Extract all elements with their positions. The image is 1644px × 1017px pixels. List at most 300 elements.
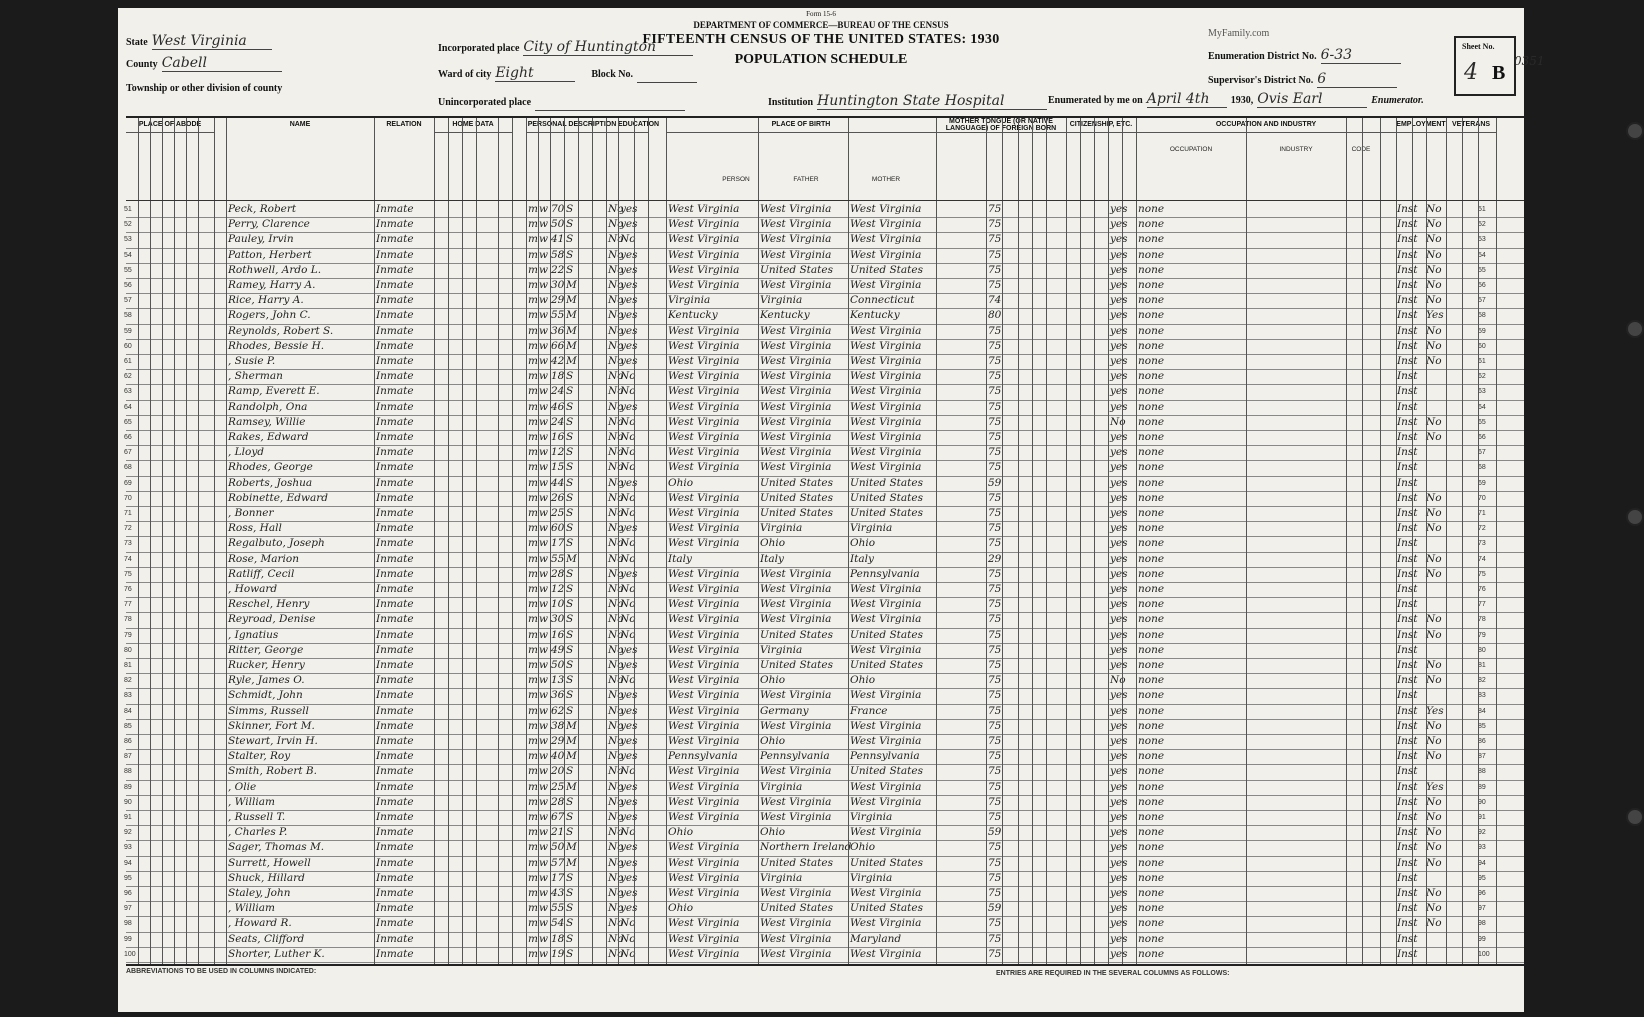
cell-emp: Inst <box>1397 674 1418 687</box>
cell-n: 56 <box>1478 282 1486 289</box>
cell-sch: No <box>608 233 624 246</box>
cell-fb: Ohio <box>760 826 786 839</box>
cell-cit: yes <box>1110 552 1128 565</box>
enumerated-label: Enumerated by me on <box>1048 95 1143 106</box>
cell-ms: S <box>566 765 574 778</box>
cell-code: 75 <box>988 856 1002 869</box>
cell-cit: No <box>1110 674 1126 687</box>
cell-rel: Inmate <box>376 917 414 930</box>
table-row <box>126 810 1524 825</box>
abbreviations-heading: ABBREVIATIONS TO BE USED IN COLUMNS INDICATED: <box>126 968 317 975</box>
cell-pb: West Virginia <box>668 856 740 869</box>
table-row <box>126 901 1524 916</box>
cell-n: 100 <box>1478 950 1490 958</box>
cell-ms: S <box>566 507 574 519</box>
cell-lit: yes <box>620 355 638 367</box>
cell-pb: West Virginia <box>668 507 740 519</box>
ed-label: Enumeration District No. <box>1208 51 1317 62</box>
cell-race: w <box>539 932 548 945</box>
ed-field <box>1208 46 1401 64</box>
cell-pb: West Virginia <box>668 522 740 535</box>
cell-n: 84 <box>1478 707 1486 715</box>
cell-emp: Inst <box>1397 704 1418 717</box>
table-row <box>126 491 1524 506</box>
cell-rel: Inmate <box>376 719 414 732</box>
cell-fb: United States <box>760 856 833 869</box>
cell-ms: S <box>566 522 574 535</box>
colhead-code: CODE <box>1351 146 1371 153</box>
grid-column-line <box>434 118 435 964</box>
cell-name: , Olie <box>228 780 257 793</box>
cell-rel: Inmate <box>376 233 414 246</box>
cell-vet: No <box>1426 491 1442 504</box>
cell-mb: West Virginia <box>850 887 922 899</box>
cell-ms: M <box>566 719 577 732</box>
cell-cit: yes <box>1110 947 1128 960</box>
cell-sch: No <box>608 613 624 626</box>
cell-ms: S <box>566 476 574 489</box>
cell-vet: No <box>1426 613 1442 626</box>
cell-fb: West Virginia <box>760 279 832 291</box>
block-label: Block No. <box>591 69 633 80</box>
cell-cit: yes <box>1110 887 1128 899</box>
cell-occ: none <box>1138 917 1165 930</box>
unincorporated-label: Unincorporated place <box>438 97 532 108</box>
cell-name: Ross, Hall <box>228 522 282 535</box>
cell-cit: yes <box>1110 704 1128 717</box>
table-row <box>126 354 1524 369</box>
cell-sch: No <box>608 856 624 869</box>
cell-fb: Italy <box>760 552 784 565</box>
row-number-left: 62 <box>124 373 132 381</box>
cell-mb: United States <box>850 856 923 869</box>
cell-pb: West Virginia <box>668 719 740 732</box>
cell-age: 30 <box>551 613 565 626</box>
cell-race: w <box>539 841 548 854</box>
cell-race: w <box>539 203 548 215</box>
cell-pb: West Virginia <box>668 613 740 626</box>
cell-emp: Inst <box>1397 841 1418 854</box>
cell-pb: West Virginia <box>668 689 740 702</box>
cell-rel: Inmate <box>376 780 414 793</box>
row-number-left: 69 <box>124 479 132 487</box>
cell-lit: yes <box>620 795 638 808</box>
cell-pb: Pennsylvania <box>668 750 738 763</box>
row-number-left: 85 <box>124 722 132 730</box>
cell-emp: Inst <box>1397 811 1418 823</box>
cell-pb: West Virginia <box>668 659 740 671</box>
cell-lit: yes <box>620 841 638 854</box>
cell-n: 55 <box>1478 266 1486 274</box>
cell-occ: none <box>1138 400 1165 413</box>
cell-code: 75 <box>988 659 1002 671</box>
cell-cit: yes <box>1110 309 1128 322</box>
cell-n: 98 <box>1478 920 1486 928</box>
cell-name: Surrett, Howell <box>228 856 311 869</box>
cell-age: 66 <box>551 339 565 352</box>
cell-sch: No <box>608 324 624 337</box>
cell-cit: yes <box>1110 598 1128 611</box>
cell-rel: Inmate <box>376 765 414 778</box>
cell-age: 24 <box>551 385 565 398</box>
cell-ms: M <box>566 780 577 793</box>
cell-occ: none <box>1138 552 1165 565</box>
grid-column-line <box>592 118 593 964</box>
cell-ms: S <box>566 385 574 398</box>
cell-ms: S <box>566 461 574 474</box>
cell-sex: m <box>528 279 538 291</box>
cell-name: Staley, John <box>228 887 291 899</box>
cell-ms: M <box>566 294 577 307</box>
cell-race: w <box>539 385 548 398</box>
cell-sch: No <box>608 552 624 565</box>
cell-rel: Inmate <box>376 598 414 611</box>
cell-code: 75 <box>988 917 1002 930</box>
cell-lit: No <box>620 613 636 626</box>
cell-pb: West Virginia <box>668 446 740 459</box>
cell-rel: Inmate <box>376 583 414 595</box>
cell-age: 67 <box>551 811 565 823</box>
cell-pb: West Virginia <box>668 339 740 352</box>
cell-ms: S <box>566 415 574 428</box>
ed-value: 6-33 <box>1321 47 1401 64</box>
cell-name: Ratliff, Cecil <box>228 567 295 580</box>
cell-sex: m <box>528 735 538 747</box>
cell-age: 16 <box>551 628 565 641</box>
cell-emp: Inst <box>1397 507 1418 519</box>
cell-n: 70 <box>1478 494 1486 502</box>
cell-rel: Inmate <box>376 674 414 687</box>
cell-rel: Inmate <box>376 324 414 337</box>
cell-occ: none <box>1138 567 1165 580</box>
cell-sex: m <box>528 628 538 641</box>
cell-race: w <box>539 567 548 580</box>
cell-mb: West Virginia <box>850 643 922 656</box>
cell-code: 75 <box>988 674 1002 687</box>
group-birth: PLACE OF BIRTH <box>666 118 936 133</box>
cell-fb: West Virginia <box>760 613 832 626</box>
cell-code: 75 <box>988 446 1002 459</box>
cell-age: 10 <box>551 598 565 611</box>
cell-age: 41 <box>551 233 565 246</box>
cell-ms: S <box>566 826 574 839</box>
department: DEPARTMENT OF COMMERCE—BUREAU OF THE CENSUS <box>693 20 949 30</box>
cell-code: 75 <box>988 400 1002 413</box>
cell-vet: No <box>1426 248 1442 261</box>
cell-cit: yes <box>1110 811 1128 823</box>
cell-n: 95 <box>1478 874 1486 882</box>
cell-race: w <box>539 780 548 793</box>
form-number: Form 15-6 <box>806 10 836 18</box>
cell-lit: No <box>620 461 636 474</box>
cell-fb: West Virginia <box>760 689 832 702</box>
cell-lit: yes <box>620 522 638 535</box>
cell-lit: No <box>620 233 636 246</box>
cell-vet: No <box>1426 902 1442 915</box>
cell-name: , Howard <box>228 583 278 595</box>
group-tongue: MOTHER TONGUE (OR NATIVE LANGUAGE) OF FOREIGN BORN <box>936 118 1066 133</box>
grid-column-line <box>1496 118 1497 964</box>
cell-sex: m <box>528 841 538 854</box>
cell-age: 19 <box>551 947 565 960</box>
cell-rel: Inmate <box>376 613 414 626</box>
cell-age: 12 <box>551 583 565 595</box>
cell-lit: yes <box>620 689 638 702</box>
cell-ms: M <box>566 279 577 291</box>
cell-lit: yes <box>620 339 638 352</box>
cell-vet: No <box>1426 674 1442 687</box>
cell-race: w <box>539 628 548 641</box>
grid-column-line <box>1478 118 1479 964</box>
cell-mb: West Virginia <box>850 233 922 246</box>
state-label: State <box>126 37 148 48</box>
row-number-left: 78 <box>124 616 132 624</box>
cell-rel: Inmate <box>376 704 414 717</box>
cell-pb: Ohio <box>668 902 694 915</box>
cell-vet: No <box>1426 659 1442 671</box>
row-number-left: 82 <box>124 677 132 685</box>
cell-occ: none <box>1138 887 1165 899</box>
cell-age: 49 <box>551 643 565 656</box>
table-row <box>126 415 1524 430</box>
cell-n: 68 <box>1478 464 1486 472</box>
cell-occ: none <box>1138 263 1165 276</box>
cell-race: w <box>539 263 548 276</box>
cell-ms: S <box>566 491 574 504</box>
cell-race: w <box>539 507 548 519</box>
cell-lit: No <box>620 552 636 565</box>
cell-cit: yes <box>1110 431 1128 443</box>
schedule-subtitle: POPULATION SCHEDULE <box>734 52 908 67</box>
cell-race: w <box>539 795 548 808</box>
cell-sch: No <box>608 598 624 611</box>
cell-cit: yes <box>1110 279 1128 291</box>
cell-age: 55 <box>551 902 565 915</box>
cell-ms: S <box>566 811 574 823</box>
cell-age: 38 <box>551 719 565 732</box>
table-row <box>126 567 1524 582</box>
cell-vet: No <box>1426 552 1442 565</box>
cell-vet: No <box>1426 218 1442 231</box>
cell-mb: Ohio <box>850 841 876 854</box>
cell-fb: West Virginia <box>760 324 832 337</box>
grid-column-line <box>606 118 607 964</box>
row-number-left: 94 <box>124 859 132 867</box>
cell-n: 60 <box>1478 342 1486 350</box>
cell-pb: West Virginia <box>668 704 740 717</box>
cell-mb: United States <box>850 476 923 489</box>
grid-column-line <box>150 118 151 964</box>
cell-name: , Howard R. <box>228 917 292 930</box>
row-number-left: 73 <box>124 540 132 548</box>
grid-column-line <box>374 118 375 964</box>
cell-fb: West Virginia <box>760 947 832 960</box>
cell-name: Reschel, Henry <box>228 598 310 611</box>
cell-rel: Inmate <box>376 522 414 535</box>
cell-age: 30 <box>551 279 565 291</box>
cell-code: 75 <box>988 461 1002 474</box>
cell-pb: West Virginia <box>668 841 740 854</box>
cell-occ: none <box>1138 735 1165 747</box>
cell-emp: Inst <box>1397 446 1418 459</box>
cell-fb: West Virginia <box>760 339 832 352</box>
cell-age: 54 <box>551 917 565 930</box>
grid-column-line <box>498 118 499 964</box>
cell-fb: West Virginia <box>760 719 832 732</box>
cell-pb: West Virginia <box>668 643 740 656</box>
cell-race: w <box>539 309 548 322</box>
cell-sch: No <box>608 719 624 732</box>
cell-emp: Inst <box>1397 309 1418 322</box>
cell-name: Patton, Herbert <box>228 248 312 261</box>
cell-cit: yes <box>1110 507 1128 519</box>
cell-race: w <box>539 689 548 702</box>
cell-mb: West Virginia <box>850 780 922 793</box>
cell-fb: West Virginia <box>760 917 832 930</box>
cell-cit: yes <box>1110 294 1128 307</box>
row-number-left: 60 <box>124 342 132 350</box>
enumerator-label: Enumerator. <box>1371 95 1424 106</box>
cell-race: w <box>539 552 548 565</box>
grid-column-line <box>986 118 987 964</box>
cell-sch: No <box>608 947 624 960</box>
grid-column-line <box>666 118 667 964</box>
cell-name: , Lloyd <box>228 446 264 459</box>
cell-mb: Virginia <box>850 522 893 535</box>
cell-sch: No <box>608 765 624 778</box>
cell-code: 75 <box>988 811 1002 823</box>
cell-sch: No <box>608 431 624 443</box>
cell-rel: Inmate <box>376 659 414 671</box>
row-number-left: 98 <box>124 920 132 928</box>
cell-race: w <box>539 598 548 611</box>
cell-n: 77 <box>1478 601 1486 609</box>
cell-cit: yes <box>1110 856 1128 869</box>
cell-name: Shorter, Luther K. <box>228 947 325 960</box>
cell-name: Ryle, James O. <box>228 674 305 687</box>
cell-name: Pauley, Irvin <box>228 233 294 246</box>
cell-mb: West Virginia <box>850 339 922 352</box>
cell-name: Ritter, George <box>228 643 304 656</box>
row-number-left: 97 <box>124 905 132 913</box>
cell-mb: Kentucky <box>850 309 900 322</box>
grid-column-line <box>538 118 539 964</box>
cell-vet: Yes <box>1426 704 1444 717</box>
cell-sex: m <box>528 659 538 671</box>
cell-ms: S <box>566 233 574 246</box>
cell-race: w <box>539 279 548 291</box>
cell-occ: none <box>1138 643 1165 656</box>
cell-race: w <box>539 248 548 261</box>
cell-pb: West Virginia <box>668 795 740 808</box>
cell-occ: none <box>1138 902 1165 915</box>
cell-sex: m <box>528 309 538 322</box>
cell-pb: West Virginia <box>668 461 740 474</box>
cell-occ: none <box>1138 294 1165 307</box>
institution-label: Institution <box>768 97 814 108</box>
cell-age: 62 <box>551 704 565 717</box>
cell-rel: Inmate <box>376 491 414 504</box>
cell-sex: m <box>528 704 538 717</box>
cell-age: 20 <box>551 765 565 778</box>
cell-occ: none <box>1138 279 1165 291</box>
cell-sch: No <box>608 203 624 215</box>
row-number-left: 77 <box>124 601 132 609</box>
cell-name: Rose, Marion <box>228 552 299 565</box>
cell-mb: Italy <box>850 552 874 565</box>
cell-rel: Inmate <box>376 811 414 823</box>
cell-lit: yes <box>620 279 638 291</box>
grid-column-line <box>1396 118 1397 964</box>
cell-code: 75 <box>988 750 1002 763</box>
cell-lit: yes <box>620 750 638 763</box>
table-row <box>126 248 1524 263</box>
table-row <box>126 673 1524 688</box>
cell-mb: West Virginia <box>850 279 922 291</box>
cell-name: Smith, Robert B. <box>228 765 317 778</box>
cell-lit: yes <box>620 704 638 717</box>
enumerated-year: 1930, <box>1230 95 1254 106</box>
cell-fb: West Virginia <box>760 431 832 443</box>
cell-name: , Ignatius <box>228 628 279 641</box>
grid-column-line <box>1346 118 1347 964</box>
cell-vet: No <box>1426 339 1442 352</box>
cell-fb: West Virginia <box>760 233 832 246</box>
cell-sch: No <box>608 218 624 231</box>
cell-race: w <box>539 750 548 763</box>
group-occupation: OCCUPATION AND INDUSTRY <box>1136 118 1396 133</box>
cell-n: 66 <box>1478 434 1486 441</box>
cell-vet: No <box>1426 856 1442 869</box>
cell-pb: West Virginia <box>668 233 740 246</box>
cell-fb: United States <box>760 628 833 641</box>
cell-sex: m <box>528 324 538 337</box>
cell-age: 28 <box>551 567 565 580</box>
cell-mb: West Virginia <box>850 400 922 413</box>
cell-age: 17 <box>551 537 565 550</box>
table-row <box>126 369 1524 384</box>
cell-lit: yes <box>620 719 638 732</box>
cell-race: w <box>539 735 548 747</box>
row-number-left: 71 <box>124 510 132 517</box>
township-field <box>126 78 326 96</box>
group-education: EDUCATION <box>618 118 648 133</box>
cell-age: 24 <box>551 415 565 428</box>
cell-emp: Inst <box>1397 263 1418 276</box>
cell-emp: Inst <box>1397 233 1418 246</box>
cell-occ: none <box>1138 355 1165 367</box>
cell-vet: No <box>1426 507 1442 519</box>
group-employment: EMPLOYMENT <box>1396 118 1446 133</box>
cell-code: 75 <box>988 355 1002 367</box>
cell-occ: none <box>1138 659 1165 671</box>
cell-rel: Inmate <box>376 537 414 550</box>
cell-cit: yes <box>1110 339 1128 352</box>
cell-code: 75 <box>988 415 1002 428</box>
cell-n: 83 <box>1478 692 1486 700</box>
cell-name: Reynolds, Robert S. <box>228 324 334 337</box>
cell-lit: No <box>620 674 636 687</box>
cell-fb: United States <box>760 659 833 671</box>
table-row <box>126 749 1524 764</box>
cell-sch: No <box>608 355 624 367</box>
cell-fb: West Virginia <box>760 765 832 778</box>
cell-fb: Virginia <box>760 643 803 656</box>
unincorporated-field <box>438 92 685 111</box>
cell-lit: yes <box>620 203 638 215</box>
cell-name: Stewart, Irvin H. <box>228 735 318 747</box>
census-title: FIFTEENTH CENSUS OF THE UNITED STATES: 1930 <box>642 32 1000 47</box>
